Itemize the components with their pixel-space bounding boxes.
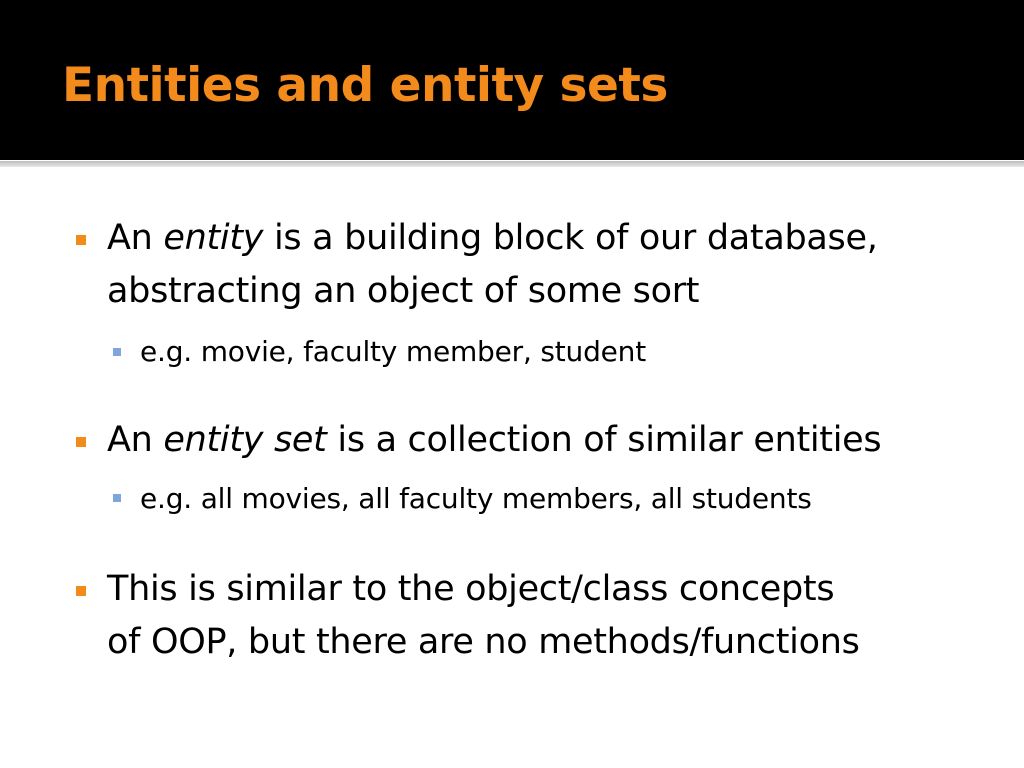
- slide-title: Entities and entity sets: [62, 58, 668, 113]
- bullet-entity-set-term: entity set: [163, 420, 327, 460]
- blue-square-bullet-icon: [113, 494, 121, 502]
- bullet-entity-set-prefix: An: [107, 420, 164, 460]
- orange-square-bullet-icon: [76, 586, 86, 596]
- bullet-entity-line2: abstracting an object of some sort: [107, 271, 700, 311]
- bullet-entity-prefix: An: [107, 218, 164, 258]
- blue-square-bullet-icon: [113, 348, 121, 356]
- orange-square-bullet-icon: [76, 437, 86, 447]
- sub-bullet-entity-set-examples-text: e.g. all movies, all faculty members, all students: [140, 482, 812, 515]
- bullet-oop-line2: of OOP, but there are no methods/functions: [107, 622, 860, 662]
- bullet-entity-set-line1: [107, 414, 881, 467]
- bullet-entity-set-suffix: is a collection of similar entities: [326, 420, 882, 460]
- bullet-entity-suffix: is a building block of our database,: [263, 218, 878, 258]
- bullet-oop-line1: This is similar to the object/class concepts: [107, 569, 835, 609]
- bullet-entity-term: entity: [163, 218, 264, 258]
- bullet-entity-line1: [107, 212, 878, 265]
- sub-bullet-entity-examples-text: e.g. movie, faculty member, student: [140, 335, 646, 368]
- orange-square-bullet-icon: [76, 235, 86, 245]
